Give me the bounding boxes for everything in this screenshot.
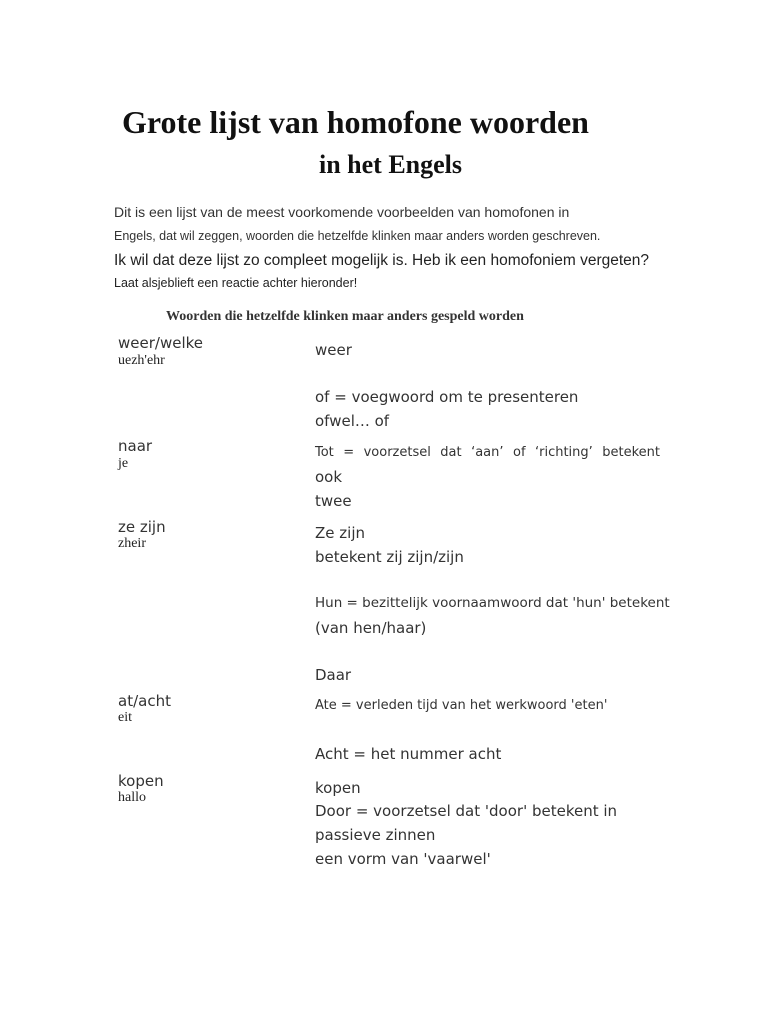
definition-line: of = voegwoord om te presenteren (315, 388, 579, 406)
term-entry: naar (118, 437, 153, 455)
definition-line: Tot = voorzetsel dat ‘aan’ of ‘richting’ betekent (315, 445, 660, 460)
definition-line: kopen (315, 779, 361, 797)
pronunciation: eit (118, 710, 132, 725)
definition-line: ofwel… of (315, 412, 390, 430)
intro-line-1: Dit is een lijst van de meest voorkomende voorbeelden van homofonen in (114, 204, 570, 220)
term-entry: weer/welke (118, 334, 203, 352)
definition-line: passieve zinnen (315, 826, 436, 844)
definition-line: twee (315, 492, 352, 510)
intro-line-3: Ik wil dat deze lijst zo compleet mogelijk is. Heb ik een homofoniem vergeten? (114, 252, 650, 269)
intro-line-4: Laat alsjeblieft een reactie achter hieronder! (114, 276, 358, 290)
definition-line: Ate = verleden tijd van het werkwoord 'eten' (315, 698, 608, 713)
definition-line: Hun = bezittelijk voornaamwoord dat 'hun' betekent (315, 595, 670, 611)
definition-line: weer (315, 341, 352, 359)
definition-line: Daar (315, 666, 352, 684)
definition-line: (van hen/haar) (315, 619, 427, 637)
intro-line-2: Engels, dat wil zeggen, woorden die hetzelfde klinken maar anders worden geschreven. (114, 229, 601, 243)
pronunciation: uezh'ehr (118, 353, 165, 368)
definition-line: Ze zijn (315, 524, 365, 542)
term-entry: kopen (118, 772, 164, 790)
term-entry: at/acht (118, 692, 171, 710)
page-title: Grote lijst van homofone woorden (122, 104, 589, 140)
pronunciation: je (118, 456, 129, 471)
section-heading: Woorden die hetzelfde klinken maar anders gespeld worden (166, 309, 524, 324)
definition-line: betekent zij zijn/zijn (315, 548, 464, 566)
pronunciation: hallo (118, 790, 146, 805)
pronunciation: zheir (118, 536, 146, 551)
definition-line: Door = voorzetsel dat 'door' betekent in (315, 802, 618, 820)
definition-line: een vorm van 'vaarwel' (315, 850, 491, 868)
page-subtitle: in het Engels (319, 150, 463, 179)
definition-line: Acht = het nummer acht (315, 745, 502, 763)
definition-line: ook (315, 468, 343, 486)
term-entry: ze zijn (118, 518, 166, 536)
